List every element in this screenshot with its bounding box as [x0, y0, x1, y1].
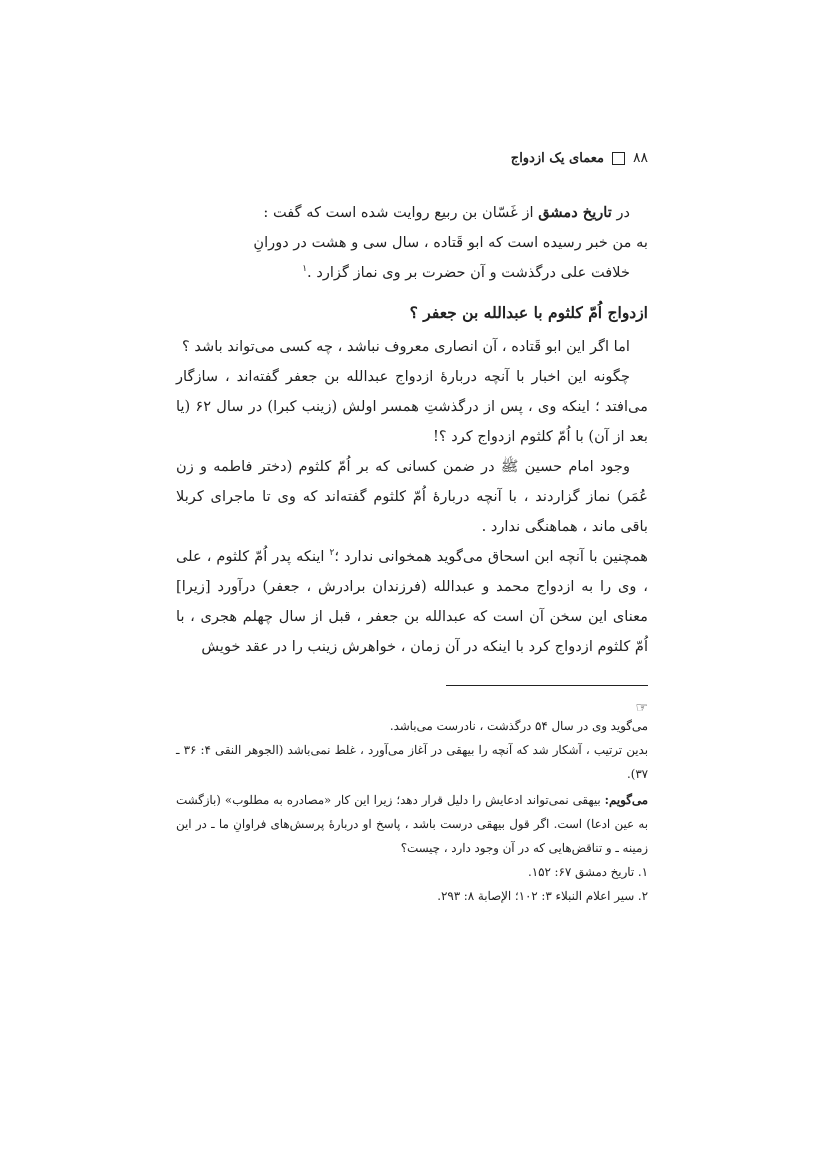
- square-ornament-icon: [612, 152, 625, 165]
- section-heading: ازدواج اُمّ کلثوم با عبدالله بن جعفر ؟: [409, 303, 648, 322]
- intro-paragraph: [176, 198, 648, 228]
- quote-line-2: [176, 258, 648, 288]
- main-text: [176, 198, 648, 662]
- continuation-hand-icon: ☞: [635, 700, 648, 716]
- paragraph-4-rest: اینکه پدر اُمّ کلثوم ، علی ، وی را به ازدواج محمد و عبدالله (فرزندان برادرش ، جعفر) درآورد [زیرا] معنای این سخن آن است که عبدالله بن جعفر ، قبل از سال چهلم هجری ، با اُمّ کلثوم ازدواج کرد با اینکه در آن زمان ، خواهرش زینب را در عقد خویش: [176, 548, 648, 655]
- footnote-1: ۱. تاریخ دمشق ۶۷: ۱۵۲.: [528, 865, 648, 879]
- paragraph-4-start: همچنین با آنچه ابن اسحاق می‌گوید همخوانی ندارد ؛: [334, 548, 648, 565]
- footnote-2: ۲. سیر اعلام النبلاء ۳: ۱۰۲؛ الإصابة ۸: ۲۹۳.: [437, 889, 648, 903]
- intro-post: از غَسّان بن ربیع روایت شده است که گفت :: [263, 204, 539, 221]
- running-header: [511, 150, 648, 166]
- author-note-label: می‌گویم:: [604, 793, 648, 807]
- intro-source-bold: تاریخ دمشق: [538, 204, 612, 221]
- footnote-ref-2: ۲: [329, 548, 335, 559]
- quote-line-2-text: خلافت علی درگذشت و آن حضرت بر وی نماز گزارد .: [307, 264, 630, 281]
- paragraph-4: [176, 542, 648, 662]
- footnote-continuation-1: می‌گوید وی در سال ۵۴ درگذشت ، نادرست می‌باشد.: [389, 719, 648, 733]
- paragraph-3: وجود امام حسین ﷺ در ضمن کسانی که بر اُمّ کلثوم (دختر فاطمه و زن عُمَر) نماز گزاردند ، با آنچه دربارهٔ اُمّ کلثوم گفته‌اند که وی تا ماجرای کربلا باقی ماند ، هماهنگی ندارد .: [176, 458, 648, 535]
- quote-line-1: به من خبر رسیده است که ابو قَتاده ، سال سی و هشت در دورانِ: [253, 234, 648, 251]
- author-note-text: بیهقی نمی‌تواند ادعایش را دلیل قرار دهد؛ زیرا این کار «مصادره به مطلوب» (بازگشت به عین ادعا) است. اگر قول بیهقی درست باشد ، پاسخ او دربارهٔ پرسش‌های فراوانِ ما ـ در این زمینه ـ و تناقض‌هایی که در آن وجود دارد ، چیست؟: [176, 793, 648, 855]
- paragraph-2: چگونه این اخبار با آنچه دربارهٔ ازدواج عبدالله بن جعفر گفته‌اند ، سازگار می‌افتد ؛ اینکه وی ، پس از درگذشتِ همسر اولش (زینب کبرا) در سال ۶۲ (یا بعد از آن) با اُمّ کلثوم ازدواج کرد ؟!: [176, 368, 648, 445]
- footnote-continuation-2: بدین ترتیب ، آشکار شد که آنچه را بیهقی در آغاز می‌آورد ، غلط نمی‌باشد (الجوهر النقی ۴: ۳۶ ـ ۳۷).: [176, 743, 648, 781]
- running-title: معمای یک ازدواج: [510, 150, 604, 166]
- page-number: ۸۸: [632, 150, 648, 166]
- footnote-author-note: [176, 788, 648, 860]
- intro-pre: در: [611, 204, 630, 221]
- footnote-ref-1: ۱: [302, 264, 308, 275]
- footnote-divider: [446, 685, 648, 686]
- paragraph-1: اما اگر این ابو قَتاده ، آن انصاری معروف نباشد ، چه کسی می‌تواند باشد ؟: [181, 338, 630, 355]
- footnotes: [176, 714, 648, 908]
